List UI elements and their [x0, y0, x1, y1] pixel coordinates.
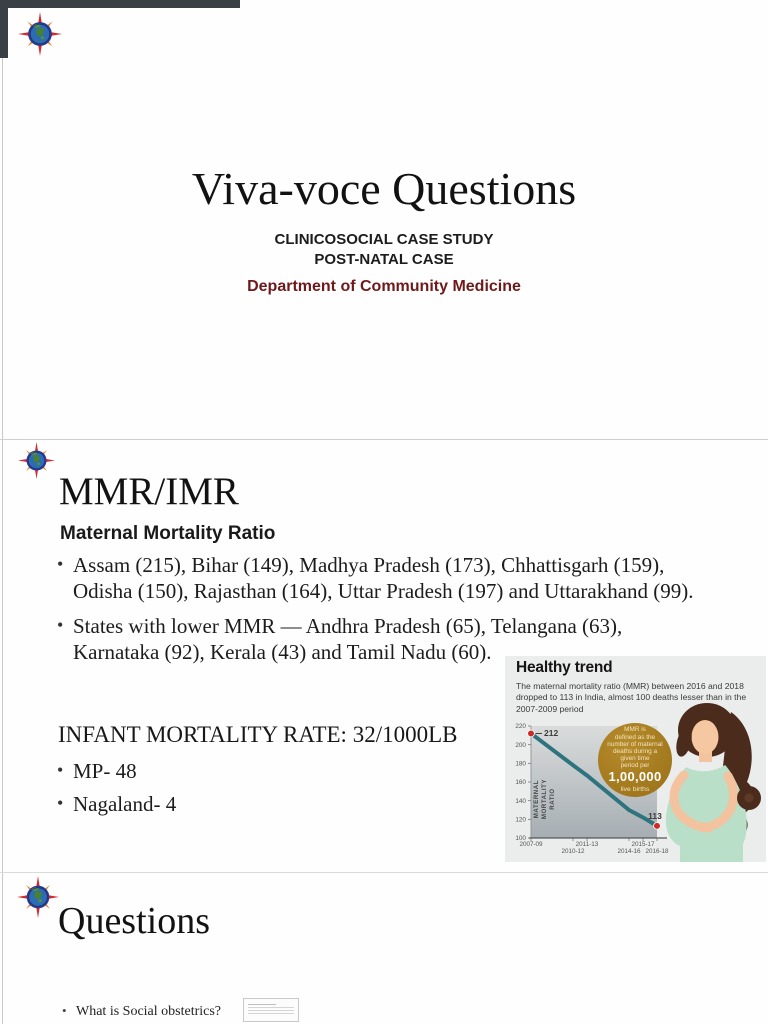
svg-text:200: 200: [515, 741, 526, 749]
list-item: • States with lower MMR — Andhra Pradesh (65), Telangana (63), Karnataka (92), Kerala (43) and Tamil Nadu (60).: [55, 613, 707, 665]
badge-text: deaths during a: [612, 747, 658, 755]
svg-text:120: 120: [515, 816, 526, 824]
compass-globe-logo-icon: [18, 12, 62, 56]
question-list-item: • What is Social obstetrics?: [60, 1004, 221, 1020]
svg-text:180: 180: [515, 760, 526, 768]
x-tick-label: 2007-09: [519, 841, 543, 848]
embedded-note-thumbnail: [243, 998, 299, 1022]
department-line: Department of Community Medicine: [247, 278, 521, 295]
badge-suffix: live births: [620, 785, 650, 793]
svg-text:100: 100: [515, 835, 526, 843]
mmr-infographic: [505, 656, 766, 862]
x-tick-label: 2014-16: [617, 848, 641, 855]
maternal-mortality-ratio-subheading: Maternal Mortality Ratio: [60, 523, 276, 544]
x-tick-label: 2011-13: [575, 841, 599, 848]
svg-text:160: 160: [515, 779, 526, 787]
infant-mortality-heading: INFANT MORTALITY RATE: 32/1000LB: [58, 722, 458, 747]
x-tick-label: 2015-17: [631, 841, 655, 848]
badge-text: MMR is: [624, 726, 646, 734]
page-separator: [0, 872, 768, 873]
badge-value: 1,00,000: [608, 769, 662, 785]
x-tick-label: 2010-12: [561, 848, 585, 855]
list-item: • MP- 48: [55, 758, 455, 784]
presentation-title: Viva-voce Questions: [191, 163, 577, 214]
svg-text:220: 220: [515, 723, 526, 731]
badge-text: number of maternal: [607, 740, 663, 748]
x-tick-label: 2016-18: [645, 848, 669, 855]
compass-globe-logo-icon: [17, 876, 59, 918]
svg-text:212: 212: [544, 727, 559, 738]
badge-text: given time: [620, 755, 650, 763]
y-axis-label: MATERNAL MORTALITY RATIO: [532, 779, 557, 820]
infographic-title: Healthy trend: [516, 659, 613, 676]
slide-heading-mmr-imr: MMR/IMR: [59, 470, 239, 513]
slide-heading-questions: Questions: [58, 900, 210, 942]
subtitle-line-1: CLINICOSOCIAL CASE STUDY: [274, 231, 494, 248]
infographic-description: The maternal mortality ratio (MMR) between 2016 and 2018 dropped to 113 in India, almost 100 deaths lesser than in the 2007-2009 period: [516, 681, 747, 714]
viewer-edge-bar-top: [0, 0, 240, 8]
badge-text: defined as the: [614, 733, 656, 741]
pregnant-woman-illustration: [655, 696, 766, 862]
subtitle-line-2: POST-NATAL CASE: [314, 251, 454, 268]
list-item: • Nagaland- 4: [55, 791, 455, 817]
badge-text: period per: [620, 762, 650, 770]
compass-globe-logo-icon: [18, 442, 55, 479]
viewer-edge-bar-left: [0, 0, 8, 58]
svg-text:140: 140: [515, 797, 526, 805]
imr-bullet-list: [55, 758, 455, 824]
list-item: • Assam (215), Bihar (149), Madhya Pradesh (173), Chhattisgarh (159), Odisha (150), Rajasthan (164), Uttar Pradesh (197) and Uttarakhand (99).: [55, 552, 707, 604]
page-separator: [0, 439, 768, 440]
svg-text:113: 113: [648, 810, 662, 821]
